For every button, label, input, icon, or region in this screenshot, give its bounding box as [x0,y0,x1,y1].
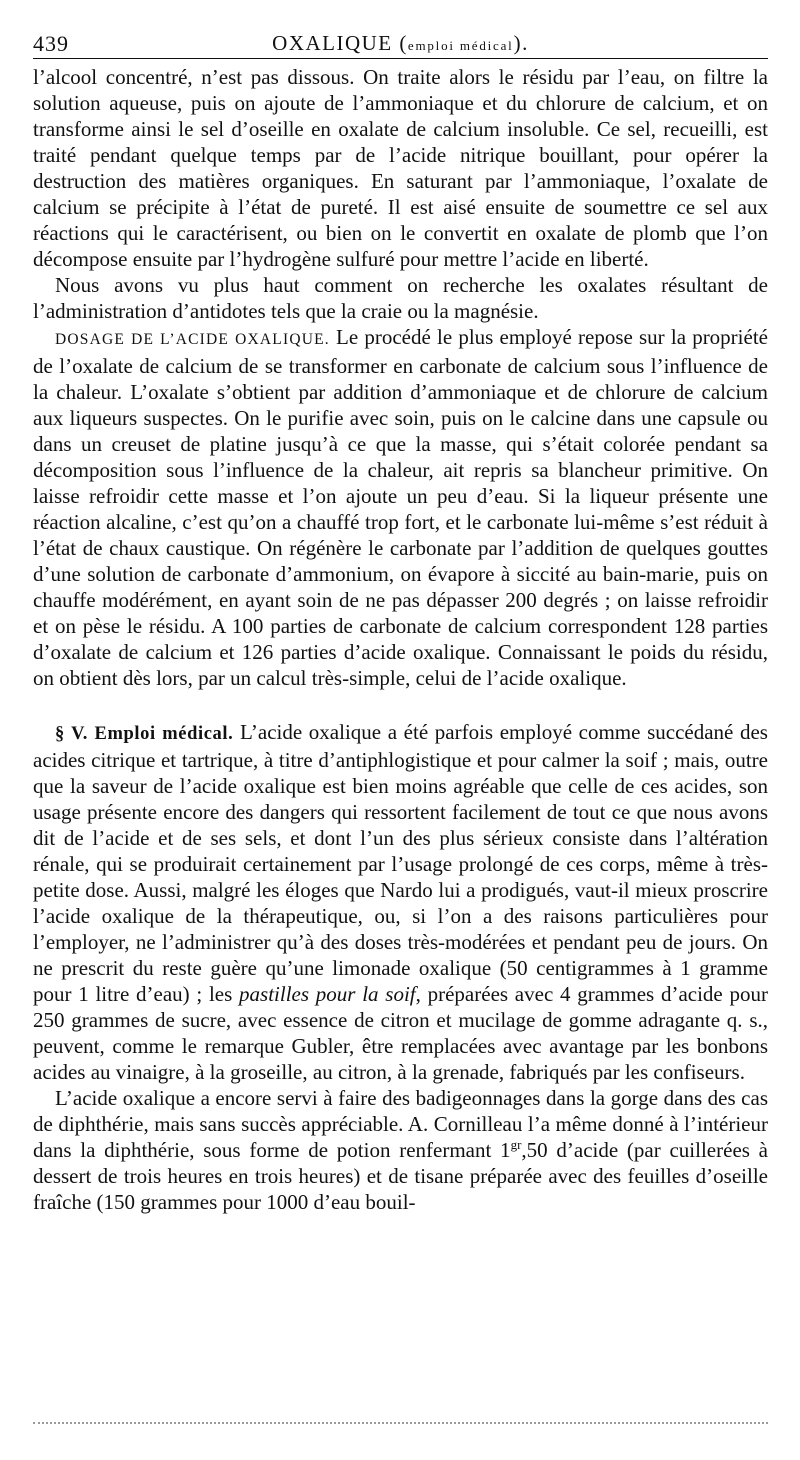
section-emploi-medical [33,719,768,1085]
paragraph-antidotes: Nous avons vu plus haut comment on recherche les oxalates résultant de l’administration d’antidotes tels que la craie ou la magnésie. [33,273,768,323]
running-title [33,31,768,56]
section-body-a: L’acide oxalique a été parfois employé comme succédané des acides citrique et tartrique, à titre d’antiphlogistique et pour calmer la soif ; mais, outre que la saveur de l’acide oxalique est bien moins agréable que celle de ces acides, son usage présente encore des dangers qui ressortent facilement de tout ce que nous avons dit de l’acide et de ses sels, et dont l’un des plus sérieux consiste dans l’altération rénale, qui se produirait certainement par l’usage prolongé de ces corps, même à très-petite dose. Aussi, malgré les éloges que Nardo lui a prodigués, vaut-il mieux proscrire l’acide oxalique de la thérapeutique, ou, si l’on a des raisons particulières pour l’employer, ne l’administrer qu’à des doses très-modérées et pendant peu de jours. On ne prescrit du reste guère qu’une limonade oxalique (50 centigrammes à 1 gramme pour 1 litre d’eau) ; les [33,720,768,1006]
running-title-end: ). [513,31,529,55]
dosage-body: Le procédé le plus employé repose sur la propriété de l’oxalate de calcium de se transformer en carbonate de calcium sous l’influence de la chaleur. L’oxalate s’obtient par addition d’ammoniaque et de chlorure de calcium aux liqueurs suspectes. On le purifie avec soin, puis on le calcine dans une capsule ou dans un creuset de platine jusqu’à ce que la masse, qui s’était colorée pendant sa décomposition sous l’influence de la chaleur, ait repris sa blancheur primitive. On laisse refroidir cette masse et l’on ajoute un peu d’eau. Si la liqueur présente une réaction alcaline, c’est qu’on a chauffé trop fort, et le carbonate lui-même s’est réduit à l’état de chaux caustique. On régénère le carbonate par l’addition de quelques gouttes d’une solution de carbonate d’ammonium, on évapore à siccité au bain-marie, puis on chauffe modérément, en ayant soin de ne pas dépasser 200 degrés ; on laisse refroidir et on pèse le résidu. A 100 parties de carbonate de calcium correspondent 128 parties d’oxalate de calcium et 126 parties d’acide oxalique. Connaissant le poids du résidu, on obtient dès lors, par un calcul très-simple, celui de l’acide oxalique. [33,325,768,690]
gram-superscript: gr [510,1137,522,1152]
section-body-b: , préparées avec 4 grammes d’acide pour 250 grammes de sucre, avec essence de citron et mucilage de gomme adragante q. s., peuvent, comme le remarque Gubler, être remplacées avec avantage par les bonbons acides au vinaigre, à la groseille, au citron, à la grenade, fabriqués par les confiseurs. [33,982,768,1084]
section-heading: § V. Emploi médical. [55,724,234,744]
section-italic-term: pastilles pour la soif [239,982,416,1006]
paragraph-diphtherie [33,1085,768,1215]
diphtherie-part-a: L’acide oxalique a encore servi à faire des badigeonnages dans la gorge dans des cas de diphthérie, mais sans succès appréciable. A. Cornilleau l’a même donné à l’intérieur dans la diphthérie, sous forme de potion renfermant 1 [33,1086,768,1162]
running-title-main: OXALIQUE ( [272,31,408,55]
dosage-heading: DOSAGE DE L’ACIDE OXALIQUE. [55,331,330,348]
paragraph-continuation: l’alcool concentré, n’est pas dissous. On traite alors le résidu par l’eau, on filtre la solution aqueuse, puis on ajoute de l’ammoniaque et du chlorure de calcium, et on transforme ainsi le sel d’oseille en oxalate de calcium insoluble. Ce sel, recueilli, est traité pendant quelque temps par de l’acide nitrique bouillant, pour opérer la destruction des matières organiques. En saturant par l’ammoniaque, l’oxalate de calcium se précipite à l’état de pureté. Il est aisé ensuite de soumettre ce sel aux réactions qui le caractérisent, ou bien on le convertit en oxalate de plomb que l’on décompose ensuite par l’hydrogène sulfuré pour mettre l’acide en liberté. [33,65,768,271]
running-title-subtitle: emploi médical [407,38,514,53]
page [33,28,768,1215]
running-header [33,28,768,59]
footer-dotted-rule [33,1422,768,1424]
paragraph-dosage [33,324,768,691]
diphtherie-part-b: ,50 d’acide (par cuillerées à dessert de trois heures en trois heures) et de tisane préparée avec des feuilles d’oseille fraîche (150 grammes pour 1000 d’eau bouil- [33,1138,768,1214]
page-number: 439 [33,31,69,56]
